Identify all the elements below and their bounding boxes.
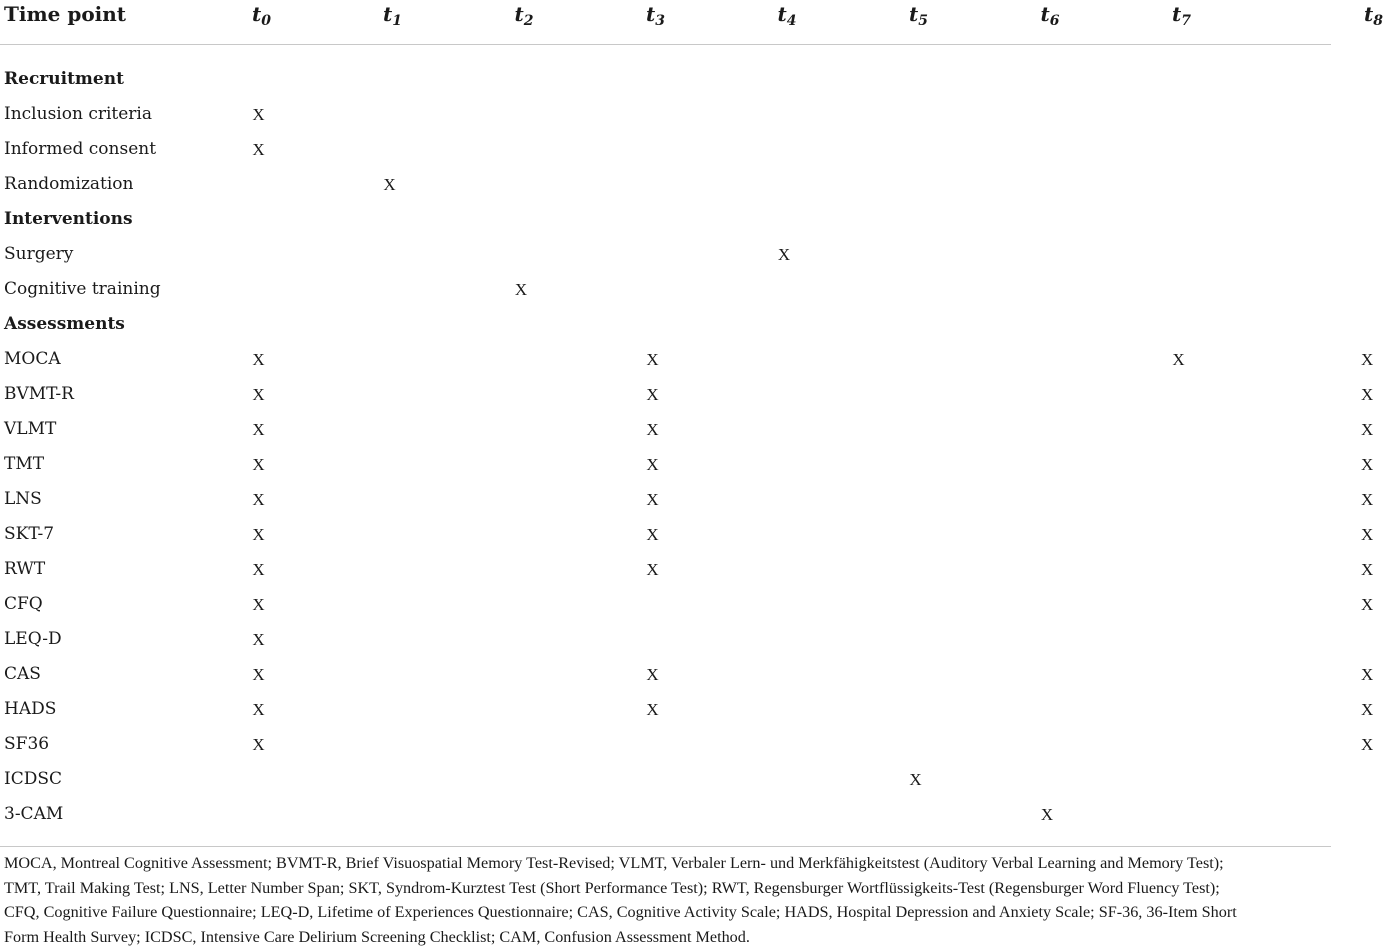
header-time-point-t8 — [1247, 0, 1383, 45]
mark-cell-t7 — [1116, 622, 1247, 657]
mark-cell-t7 — [1116, 587, 1247, 622]
mark-cell-t5 — [853, 167, 984, 202]
mark-cell-t4 — [721, 517, 853, 552]
header-row — [0, 0, 1331, 45]
mark-cell-t0: X — [252, 700, 265, 719]
mark-cell-t6 — [984, 622, 1116, 657]
row-label: BVMT-R — [4, 384, 74, 404]
mark-cell-t1 — [327, 517, 458, 552]
mark-cell-t3 — [590, 587, 721, 622]
time-point-base: t — [777, 2, 787, 26]
time-point-subscript: 2 — [523, 13, 534, 29]
mark-cell-t3 — [590, 237, 721, 272]
mark-cell-t8 — [1247, 202, 1331, 237]
mark-cell-t2 — [458, 167, 590, 202]
mark-cell-t5 — [853, 622, 984, 657]
table-row — [0, 412, 1331, 447]
row-label: ICDSC — [4, 769, 63, 789]
header-time-point-t2 — [458, 0, 590, 45]
mark-cell-t4 — [721, 447, 853, 482]
mark-cell-t7 — [1116, 412, 1247, 447]
header-time-point-t5 — [853, 0, 984, 45]
row-label: RWT — [4, 559, 46, 579]
mark-cell-t0: X — [252, 350, 265, 369]
mark-cell-t2 — [458, 342, 590, 377]
mark-cell-t0: X — [252, 490, 265, 509]
mark-cell-t6 — [984, 727, 1116, 762]
mark-cell-t7 — [1116, 692, 1247, 727]
mark-cell-t0: X — [252, 105, 265, 124]
bottom-spacer-row — [0, 832, 1331, 847]
header-time-point-t0 — [196, 0, 327, 45]
mark-cell-t2 — [458, 517, 590, 552]
mark-cell-t0 — [196, 797, 327, 832]
row-label: SF36 — [4, 734, 50, 754]
spacer-cell — [0, 832, 1311, 847]
mark-cell-t0 — [196, 762, 327, 797]
table-body — [0, 45, 1374, 847]
mark-cell-t8: X — [1361, 455, 1374, 474]
mark-cell-t5 — [853, 377, 984, 412]
mark-cell-t3: X — [646, 560, 659, 579]
mark-cell-t3 — [590, 167, 721, 202]
table-row — [0, 762, 1331, 797]
mark-cell-t5 — [853, 797, 984, 832]
mark-cell-t3 — [590, 727, 721, 762]
row-label: Informed consent — [4, 139, 157, 159]
mark-cell-t7 — [1116, 482, 1247, 517]
mark-cell-t5 — [853, 412, 984, 447]
row-label: SKT-7 — [4, 524, 55, 544]
mark-cell-t1 — [327, 797, 458, 832]
table-footnote — [4, 851, 1328, 949]
mark-cell-t1 — [327, 552, 458, 587]
mark-cell-t1: X — [383, 175, 396, 194]
row-label: TMT — [4, 454, 45, 474]
mark-cell-t8 — [1247, 797, 1331, 832]
mark-cell-t4 — [721, 622, 853, 657]
mark-cell-t5 — [853, 657, 984, 692]
mark-cell-t4 — [721, 342, 853, 377]
mark-cell-t4 — [721, 272, 853, 307]
mark-cell-t5 — [853, 97, 984, 132]
mark-cell-t3: X — [646, 385, 659, 404]
mark-cell-t7 — [1116, 62, 1247, 97]
mark-cell-t4 — [721, 797, 853, 832]
mark-cell-t6 — [984, 482, 1116, 517]
mark-cell-t5 — [853, 727, 984, 762]
mark-cell-t3 — [590, 307, 721, 342]
mark-cell-t1 — [327, 132, 458, 167]
mark-cell-t1 — [327, 587, 458, 622]
mark-cell-t6 — [984, 762, 1116, 797]
mark-cell-t7 — [1116, 202, 1247, 237]
mark-cell-t0 — [196, 307, 327, 342]
mark-cell-t4 — [721, 377, 853, 412]
mark-cell-t6 — [984, 167, 1116, 202]
mark-cell-t4 — [721, 62, 853, 97]
mark-cell-t3: X — [646, 525, 659, 544]
mark-cell-t1 — [327, 97, 458, 132]
row-label: LEQ-D — [4, 629, 62, 649]
table-row — [0, 797, 1331, 832]
mark-cell-t0: X — [252, 455, 265, 474]
mark-cell-t8: X — [1361, 385, 1374, 404]
mark-cell-t2 — [458, 412, 590, 447]
mark-cell-t1 — [327, 202, 458, 237]
mark-cell-t2 — [458, 62, 590, 97]
mark-cell-t4 — [721, 587, 853, 622]
mark-cell-t4 — [721, 552, 853, 587]
mark-cell-t1 — [327, 657, 458, 692]
time-point-base: t — [514, 2, 524, 26]
mark-cell-t2 — [458, 447, 590, 482]
row-label: Inclusion criteria — [4, 104, 152, 124]
mark-cell-t8: X — [1361, 525, 1374, 544]
mark-cell-t0 — [196, 237, 327, 272]
mark-cell-t3: X — [646, 455, 659, 474]
mark-cell-t1 — [327, 62, 458, 97]
mark-cell-t2 — [458, 377, 590, 412]
mark-cell-t2 — [458, 307, 590, 342]
spacer-cell — [0, 45, 1311, 63]
mark-cell-t3 — [590, 132, 721, 167]
time-point-subscript: 0 — [261, 13, 271, 29]
mark-cell-t5 — [853, 342, 984, 377]
mark-cell-t7 — [1116, 167, 1247, 202]
table-row — [0, 342, 1331, 377]
mark-cell-t6 — [984, 62, 1116, 97]
table-row — [0, 692, 1331, 727]
mark-cell-t8 — [1247, 272, 1331, 307]
mark-cell-t1 — [327, 692, 458, 727]
time-point-base: t — [252, 2, 262, 26]
time-point-subscript: 7 — [1181, 13, 1191, 29]
mark-cell-t6 — [984, 307, 1116, 342]
row-label: VLMT — [4, 419, 57, 439]
table-header — [0, 0, 1383, 45]
header-time-point-t7 — [1116, 0, 1247, 45]
mark-cell-t8: X — [1361, 490, 1374, 509]
mark-cell-t1 — [327, 482, 458, 517]
section-row — [0, 202, 1331, 237]
mark-cell-t8 — [1247, 307, 1331, 342]
mark-cell-t5 — [853, 237, 984, 272]
row-label: CAS — [4, 664, 41, 684]
mark-cell-t6 — [984, 132, 1116, 167]
mark-cell-t6 — [984, 692, 1116, 727]
mark-cell-t5 — [853, 202, 984, 237]
mark-cell-t4: X — [777, 245, 791, 264]
mark-cell-t7 — [1116, 447, 1247, 482]
mark-cell-t5 — [853, 307, 984, 342]
mark-cell-t6 — [984, 237, 1116, 272]
mark-cell-t3: X — [646, 665, 659, 684]
header-time-point-t1 — [327, 0, 458, 45]
mark-cell-t8: X — [1361, 665, 1374, 684]
footnote-line: TMT, Trail Making Test; LNS, Letter Number Span; SKT, Syndrom-Kurztest Test (Short Performance Test); RWT, Regensburger Wortflüssigkeits-Test (Regensburger Word Fluency Test); — [4, 878, 1220, 897]
time-point-base: t — [1364, 2, 1374, 26]
table-row — [0, 587, 1331, 622]
mark-cell-t6 — [984, 342, 1116, 377]
row-label: Randomization — [4, 174, 134, 194]
table-row — [0, 727, 1331, 762]
table-row — [0, 272, 1331, 307]
section-label: Recruitment — [4, 69, 124, 89]
mark-cell-t4 — [721, 692, 853, 727]
mark-cell-t8 — [1247, 132, 1331, 167]
mark-cell-t1 — [327, 377, 458, 412]
mark-cell-t7 — [1116, 307, 1247, 342]
mark-cell-t7 — [1116, 97, 1247, 132]
mark-cell-t3 — [590, 797, 721, 832]
mark-cell-t7 — [1116, 517, 1247, 552]
mark-cell-t2 — [458, 587, 590, 622]
header-time-point-t4 — [721, 0, 853, 45]
mark-cell-t0 — [196, 202, 327, 237]
time-point-subscript: 4 — [786, 13, 797, 29]
mark-cell-t2 — [458, 622, 590, 657]
mark-cell-t5: X — [909, 770, 922, 789]
mark-cell-t0 — [196, 272, 327, 307]
mark-cell-t3 — [590, 622, 721, 657]
table-row — [0, 132, 1331, 167]
mark-cell-t8 — [1247, 167, 1331, 202]
table-row — [0, 237, 1331, 272]
mark-cell-t7 — [1116, 797, 1247, 832]
mark-cell-t8 — [1247, 237, 1331, 272]
mark-cell-t6 — [984, 412, 1116, 447]
time-point-base: t — [1040, 2, 1050, 26]
table-row — [0, 447, 1331, 482]
section-row — [0, 307, 1331, 342]
mark-cell-t8 — [1247, 622, 1331, 657]
mark-cell-t4 — [721, 167, 853, 202]
time-point-subscript: 5 — [918, 13, 928, 29]
mark-cell-t3: X — [646, 350, 659, 369]
mark-cell-t7 — [1116, 762, 1247, 797]
section-label: Assessments — [4, 314, 125, 334]
mark-cell-t1 — [327, 762, 458, 797]
mark-cell-t8: X — [1361, 350, 1374, 369]
mark-cell-t5 — [853, 517, 984, 552]
mark-cell-t7 — [1116, 272, 1247, 307]
time-point-subscript: 6 — [1049, 13, 1060, 29]
mark-cell-t4 — [721, 482, 853, 517]
mark-cell-t7 — [1116, 237, 1247, 272]
mark-cell-t3 — [590, 97, 721, 132]
mark-cell-t5 — [853, 62, 984, 97]
mark-cell-t4 — [721, 307, 853, 342]
mark-cell-t8: X — [1361, 420, 1374, 439]
table-row — [0, 167, 1331, 202]
row-label: HADS — [4, 699, 57, 719]
mark-cell-t0: X — [252, 735, 265, 754]
row-label: CFQ — [4, 594, 43, 614]
mark-cell-t8 — [1247, 97, 1331, 132]
mark-cell-t5 — [853, 482, 984, 517]
mark-cell-t2 — [458, 552, 590, 587]
mark-cell-t0 — [196, 62, 327, 97]
mark-cell-t1 — [327, 342, 458, 377]
mark-cell-t4 — [721, 202, 853, 237]
mark-cell-t0: X — [252, 665, 265, 684]
mark-cell-t8: X — [1361, 595, 1374, 614]
top-spacer-row — [0, 45, 1331, 63]
mark-cell-t0: X — [252, 385, 265, 404]
mark-cell-t5 — [853, 692, 984, 727]
mark-cell-t7 — [1116, 657, 1247, 692]
mark-cell-t6 — [984, 377, 1116, 412]
mark-cell-t1 — [327, 237, 458, 272]
footnote-line: MOCA, Montreal Cognitive Assessment; BVMT-R, Brief Visuospatial Memory Test-Revised; VLMT, Verbaler Lern- und Merkfähigkeitstest (Auditory Verbal Learning and Memory Test); — [4, 854, 1224, 872]
table-row — [0, 657, 1331, 692]
mark-cell-t7 — [1116, 132, 1247, 167]
mark-cell-t2 — [458, 727, 590, 762]
time-point-base: t — [646, 2, 656, 26]
mark-cell-t6 — [984, 272, 1116, 307]
mark-cell-t7: X — [1172, 350, 1185, 369]
mark-cell-t3 — [590, 762, 721, 797]
mark-cell-t1 — [327, 727, 458, 762]
mark-cell-t0: X — [252, 630, 265, 649]
table-row — [0, 622, 1331, 657]
mark-cell-t0: X — [252, 525, 265, 544]
mark-cell-t4 — [721, 412, 853, 447]
time-point-subscript: 1 — [392, 13, 402, 29]
header-time-point: Time point — [4, 2, 127, 26]
mark-cell-t2 — [458, 797, 590, 832]
mark-cell-t5 — [853, 552, 984, 587]
mark-cell-t8: X — [1361, 700, 1374, 719]
mark-cell-t3 — [590, 202, 721, 237]
mark-cell-t6 — [984, 517, 1116, 552]
mark-cell-t2 — [458, 132, 590, 167]
footnote-line: CFQ, Cognitive Failure Questionnaire; LEQ-D, Lifetime of Experiences Questionnaire; CAS, Cognitive Activity Scale; HADS, Hospital Depression and Anxiety Scale; SF-36, 36-Item Short — [4, 903, 1237, 921]
mark-cell-t6: X — [1040, 805, 1054, 824]
row-label: LNS — [4, 489, 42, 509]
mark-cell-t7 — [1116, 727, 1247, 762]
mark-cell-t1 — [327, 272, 458, 307]
table-row — [0, 482, 1331, 517]
time-point-base: t — [1172, 2, 1182, 26]
mark-cell-t3 — [590, 272, 721, 307]
mark-cell-t1 — [327, 622, 458, 657]
mark-cell-t2 — [458, 97, 590, 132]
table-row — [0, 552, 1331, 587]
section-row — [0, 62, 1331, 97]
row-label: 3-CAM — [4, 804, 64, 824]
mark-cell-t7 — [1116, 552, 1247, 587]
mark-cell-t0: X — [252, 140, 265, 159]
mark-cell-t2 — [458, 482, 590, 517]
mark-cell-t8: X — [1361, 735, 1374, 754]
mark-cell-t5 — [853, 587, 984, 622]
mark-cell-t8 — [1247, 762, 1331, 797]
mark-cell-t3 — [590, 62, 721, 97]
mark-cell-t3: X — [646, 420, 659, 439]
time-point-subscript: 3 — [655, 13, 665, 29]
footnote-line: Form Health Survey; ICDSC, Intensive Care Delirium Screening Checklist; CAM, Confusion Assessment Method. — [4, 927, 750, 946]
mark-cell-t6 — [984, 447, 1116, 482]
header-time-point-t6 — [984, 0, 1116, 45]
mark-cell-t0 — [196, 167, 327, 202]
mark-cell-t6 — [984, 657, 1116, 692]
mark-cell-t2 — [458, 237, 590, 272]
row-label: MOCA — [4, 349, 61, 369]
time-point-base: t — [383, 2, 393, 26]
header-time-point-t3 — [590, 0, 721, 45]
mark-cell-t0: X — [252, 560, 265, 579]
mark-cell-t1 — [327, 307, 458, 342]
mark-cell-t2 — [458, 202, 590, 237]
mark-cell-t6 — [984, 587, 1116, 622]
time-point-subscript: 8 — [1373, 13, 1383, 29]
mark-cell-t8 — [1247, 62, 1331, 97]
mark-cell-t5 — [853, 447, 984, 482]
mark-cell-t4 — [721, 132, 853, 167]
mark-cell-t8: X — [1361, 560, 1374, 579]
mark-cell-t1 — [327, 447, 458, 482]
mark-cell-t2 — [458, 762, 590, 797]
mark-cell-t6 — [984, 202, 1116, 237]
mark-cell-t4 — [721, 762, 853, 797]
time-point-base: t — [909, 2, 919, 26]
mark-cell-t5 — [853, 272, 984, 307]
row-label: Cognitive training — [4, 279, 161, 299]
mark-cell-t4 — [721, 657, 853, 692]
mark-cell-t0: X — [252, 595, 265, 614]
section-label: Interventions — [4, 209, 133, 229]
mark-cell-t2 — [458, 692, 590, 727]
table-row — [0, 377, 1331, 412]
mark-cell-t4 — [721, 727, 853, 762]
mark-cell-t2 — [458, 657, 590, 692]
mark-cell-t6 — [984, 552, 1116, 587]
table-row — [0, 97, 1331, 132]
row-label: Surgery — [4, 244, 74, 264]
mark-cell-t3: X — [646, 490, 659, 509]
mark-cell-t0: X — [252, 420, 265, 439]
mark-cell-t2: X — [514, 280, 528, 299]
table-row — [0, 517, 1331, 552]
mark-cell-t3: X — [646, 700, 659, 719]
mark-cell-t6 — [984, 97, 1116, 132]
mark-cell-t7 — [1116, 377, 1247, 412]
mark-cell-t5 — [853, 132, 984, 167]
mark-cell-t1 — [327, 412, 458, 447]
mark-cell-t4 — [721, 97, 853, 132]
